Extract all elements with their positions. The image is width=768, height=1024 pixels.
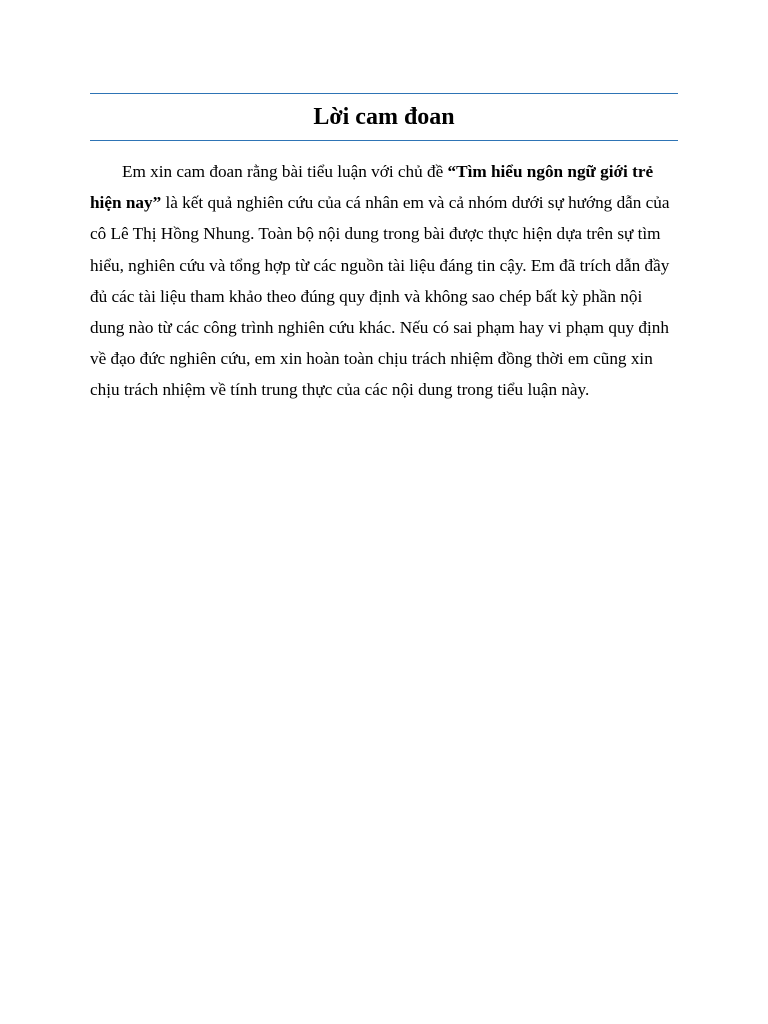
document-page bbox=[90, 93, 678, 423]
title-bottom-rule bbox=[90, 140, 678, 141]
paragraph-intro: Em xin cam đoan rằng bài tiểu luận với chủ đề bbox=[122, 162, 448, 181]
declaration-paragraph bbox=[90, 156, 678, 406]
paragraph-topic: “Tìm hiểu ngôn ngữ giới trẻ hiện nay” bbox=[90, 162, 654, 213]
paragraph-body: là kết quả nghiên cứu của cá nhân em và cả nhóm dưới sự hướng dẫn của cô Lê Thị Hồng Nhung. Toàn bộ nội dung trong bài được thực hiện dựa trên sự tìm hiểu, nghiên cứu và tổng hợp từ các nguồn tài liệu đáng tin cậy. Em đã trích dẫn đầy đủ các tài liệu tham khảo theo đúng quy định và không sao chép bất kỳ phần nội dung nào từ các công trình nghiên cứu khác. Nếu có sai phạm hay vi phạm quy định về đạo đức nghiên cứu, em xin hoàn toàn chịu trách nhiệm đồng thời em cũng xin chịu trách nhiệm về tính trung thực của các nội dung trong tiểu luận này. bbox=[90, 193, 670, 400]
page-title: Lời cam đoan bbox=[313, 104, 455, 130]
